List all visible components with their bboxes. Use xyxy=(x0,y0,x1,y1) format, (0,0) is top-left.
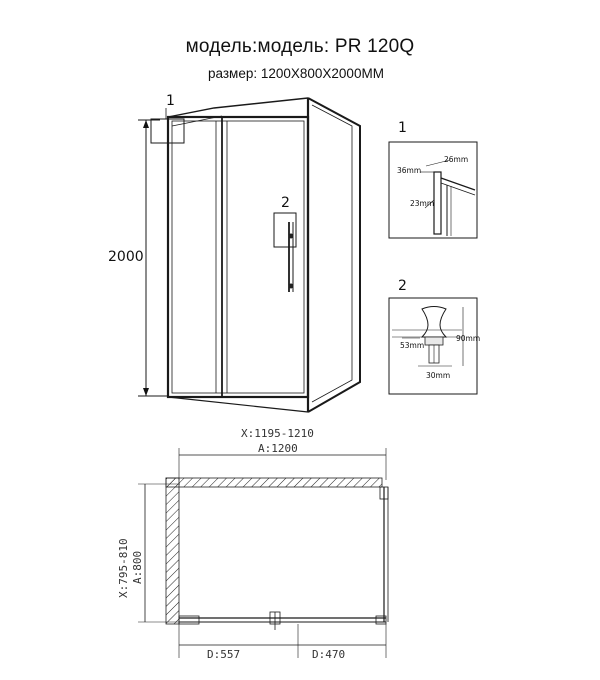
detail-1-number: 1 xyxy=(398,120,407,136)
side-wall xyxy=(166,478,179,624)
plan-a-width: A:1200 xyxy=(258,442,298,455)
callout-2: 2 xyxy=(281,195,290,211)
detail-2 xyxy=(389,278,480,394)
callout-1: 1 xyxy=(166,93,175,109)
detail-2-dim-53: 53mm xyxy=(400,341,425,350)
detail-2-dim-30: 30mm xyxy=(426,371,451,380)
plan-d-left: D:557 xyxy=(207,648,241,661)
plan-a-depth: A:800 xyxy=(131,550,144,584)
detail-2-dim-90: 90mm xyxy=(456,334,481,343)
detail-1 xyxy=(389,120,477,238)
plan-view xyxy=(117,427,388,661)
plan-x-depth: X:795-810 xyxy=(117,538,130,598)
front-view xyxy=(108,93,360,412)
height-label: 2000 xyxy=(108,249,144,265)
detail-1-dim-36: 36mm xyxy=(397,166,422,175)
size-label: размер: 1200X800X2000MM xyxy=(208,66,384,81)
plan-d-right: D:470 xyxy=(312,648,346,661)
detail-1-dim-23: 23mm xyxy=(410,199,435,208)
detail-2-number: 2 xyxy=(398,278,407,294)
plan-x-width: X:1195-1210 xyxy=(241,427,314,440)
detail-1-dim-26: 26mm xyxy=(444,155,469,164)
page-title: модель:модель: PR 120Q xyxy=(185,36,415,57)
back-wall xyxy=(166,478,382,487)
